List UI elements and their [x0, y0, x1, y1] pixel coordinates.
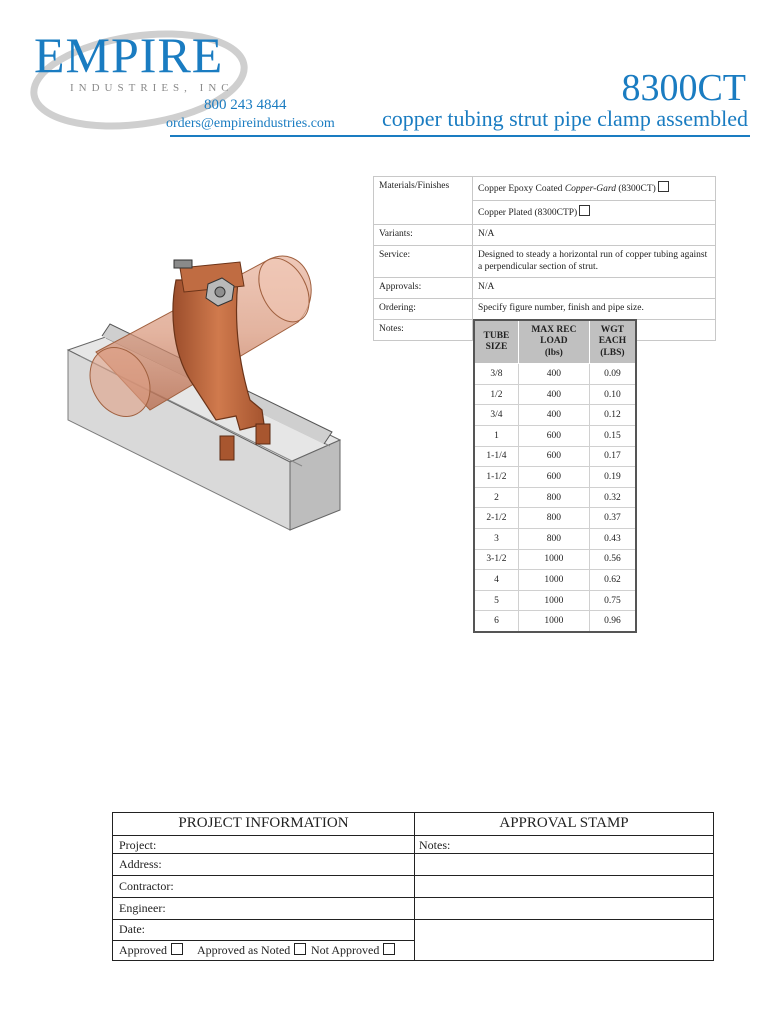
tube-size-cell: 2-1/2 — [474, 508, 518, 529]
tube-size-cell: 1-1/2 — [474, 467, 518, 488]
form-line — [113, 835, 713, 836]
weight-cell: 0.37 — [589, 508, 636, 529]
date-field[interactable]: Date: — [119, 922, 145, 936]
weight-cell: 0.17 — [589, 446, 636, 467]
size-table — [473, 319, 637, 633]
finish-2 — [473, 200, 716, 224]
size-row — [474, 467, 636, 488]
tube-size-cell: 6 — [474, 611, 518, 632]
max-load-cell: 600 — [518, 425, 589, 446]
finish-1-brand: Copper-Gard — [564, 184, 616, 194]
size-row — [474, 446, 636, 467]
header-line: TUBE — [483, 330, 510, 341]
form-line — [113, 940, 414, 941]
company-email[interactable]: orders@empireindustries.com — [166, 116, 335, 131]
weight-cell: 0.15 — [589, 425, 636, 446]
materials-label: Materials/Finishes — [374, 177, 473, 225]
size-row — [474, 611, 636, 632]
not-approved-option[interactable] — [311, 943, 395, 958]
service-value: Designed to steady a horizontal run of copper tubing against a perpendicular section of strut. — [473, 245, 716, 278]
approvals-value: N/A — [473, 278, 716, 299]
contractor-field[interactable]: Contractor: — [119, 879, 174, 893]
header-rule — [170, 135, 750, 137]
notes-field[interactable]: Notes: — [419, 838, 451, 852]
weight-cell: 0.56 — [589, 549, 636, 570]
company-subtitle: INDUSTRIES, INC — [70, 82, 234, 94]
size-row — [474, 508, 636, 529]
not-approved-checkbox[interactable] — [383, 943, 395, 955]
size-table-body — [474, 364, 636, 632]
max-load-cell: 400 — [518, 384, 589, 405]
approval-stamp-heading: APPROVAL STAMP — [499, 815, 629, 831]
header-tube-size — [474, 320, 518, 364]
weight-cell: 0.75 — [589, 590, 636, 611]
variants-value: N/A — [473, 224, 716, 245]
max-load-cell: 600 — [518, 467, 589, 488]
header-max-load — [518, 320, 589, 364]
finish-1-text: Copper Epoxy Coated — [478, 184, 565, 194]
finish-2-text: Copper Plated (8300CTP) — [478, 207, 578, 218]
not-approved-label: Not Approved — [311, 943, 380, 957]
finish-1-checkbox[interactable] — [658, 181, 669, 192]
max-load-cell: 1000 — [518, 590, 589, 611]
header-line: WGT — [600, 325, 625, 335]
size-table-header — [474, 320, 636, 364]
spec-row-approvals — [374, 278, 716, 299]
form-line — [113, 919, 713, 920]
size-row — [474, 487, 636, 508]
spec-table — [373, 176, 716, 341]
size-row — [474, 364, 636, 385]
weight-cell: 0.43 — [589, 528, 636, 549]
max-load-cell: 1000 — [518, 611, 589, 632]
size-row — [474, 384, 636, 405]
project-info-heading: PROJECT INFORMATION — [178, 815, 349, 831]
project-approval-form — [112, 812, 714, 961]
max-load-cell: 800 — [518, 528, 589, 549]
address-field[interactable]: Address: — [119, 857, 162, 871]
weight-cell: 0.96 — [589, 611, 636, 632]
weight-cell: 0.12 — [589, 405, 636, 426]
max-load-cell: 1000 — [518, 570, 589, 591]
tube-size-cell: 2 — [474, 487, 518, 508]
ordering-label: Ordering: — [374, 299, 473, 320]
tube-size-cell: 3 — [474, 528, 518, 549]
company-phone: 800 243 4844 — [204, 97, 287, 113]
size-row — [474, 528, 636, 549]
header-line: SIZE — [485, 342, 508, 353]
max-load-cell: 800 — [518, 487, 589, 508]
form-line — [113, 875, 713, 876]
weight-cell: 0.19 — [589, 467, 636, 488]
variants-label: Variants: — [374, 224, 473, 245]
spec-row-ordering — [374, 299, 716, 320]
spec-row-service — [374, 245, 716, 278]
tube-size-cell: 3/8 — [474, 364, 518, 385]
clamp-illustration — [40, 240, 360, 560]
notes-label: Notes: — [374, 320, 473, 341]
finish-2-checkbox[interactable] — [579, 205, 590, 216]
max-load-cell: 1000 — [518, 549, 589, 570]
tube-size-cell: 1-1/4 — [474, 446, 518, 467]
size-row — [474, 549, 636, 570]
tube-size-cell: 1 — [474, 425, 518, 446]
header-line: (lbs) — [544, 347, 563, 358]
weight-cell: 0.32 — [589, 487, 636, 508]
service-label: Service: — [374, 245, 473, 278]
header-line: LOAD — [540, 336, 568, 347]
header-weight — [589, 320, 636, 364]
approved-label: Approved — [119, 943, 167, 957]
max-load-cell: 800 — [518, 508, 589, 529]
tube-size-cell: 3/4 — [474, 405, 518, 426]
max-load-cell: 400 — [518, 364, 589, 385]
approved-as-noted-checkbox[interactable] — [294, 943, 306, 955]
size-row — [474, 405, 636, 426]
weight-cell: 0.62 — [589, 570, 636, 591]
finish-1-code: (8300CT) — [616, 184, 656, 194]
tube-size-cell: 1/2 — [474, 384, 518, 405]
header-line: (LBS) — [600, 347, 625, 358]
product-title: copper tubing strut pipe clamp assembled — [382, 106, 748, 131]
approvals-label: Approvals: — [374, 278, 473, 299]
size-row — [474, 570, 636, 591]
company-logo: EMPIRE — [34, 27, 224, 83]
tube-size-cell: 5 — [474, 590, 518, 611]
max-load-cell: 400 — [518, 405, 589, 426]
max-load-cell: 600 — [518, 446, 589, 467]
engineer-field[interactable]: Engineer: — [119, 901, 166, 915]
approved-option[interactable] — [119, 943, 183, 958]
spec-row-materials — [374, 177, 716, 201]
approved-as-noted-label: Approved as Noted — [197, 943, 291, 957]
finish-1 — [473, 177, 716, 201]
tube-size-cell: 4 — [474, 570, 518, 591]
project-field[interactable]: Project: — [119, 838, 157, 852]
header-line: EACH — [598, 336, 627, 347]
header-line: MAX REC — [531, 325, 577, 335]
product-model: 8300CT — [621, 67, 746, 109]
spec-row-variants — [374, 224, 716, 245]
approved-checkbox[interactable] — [171, 943, 183, 955]
approved-as-noted-option[interactable] — [197, 943, 306, 958]
form-line — [113, 853, 713, 854]
form-line — [113, 897, 713, 898]
size-row — [474, 425, 636, 446]
size-row — [474, 590, 636, 611]
ordering-value: Specify figure number, finish and pipe size. — [473, 299, 716, 320]
weight-cell: 0.10 — [589, 384, 636, 405]
weight-cell: 0.09 — [589, 364, 636, 385]
tube-size-cell: 3-1/2 — [474, 549, 518, 570]
